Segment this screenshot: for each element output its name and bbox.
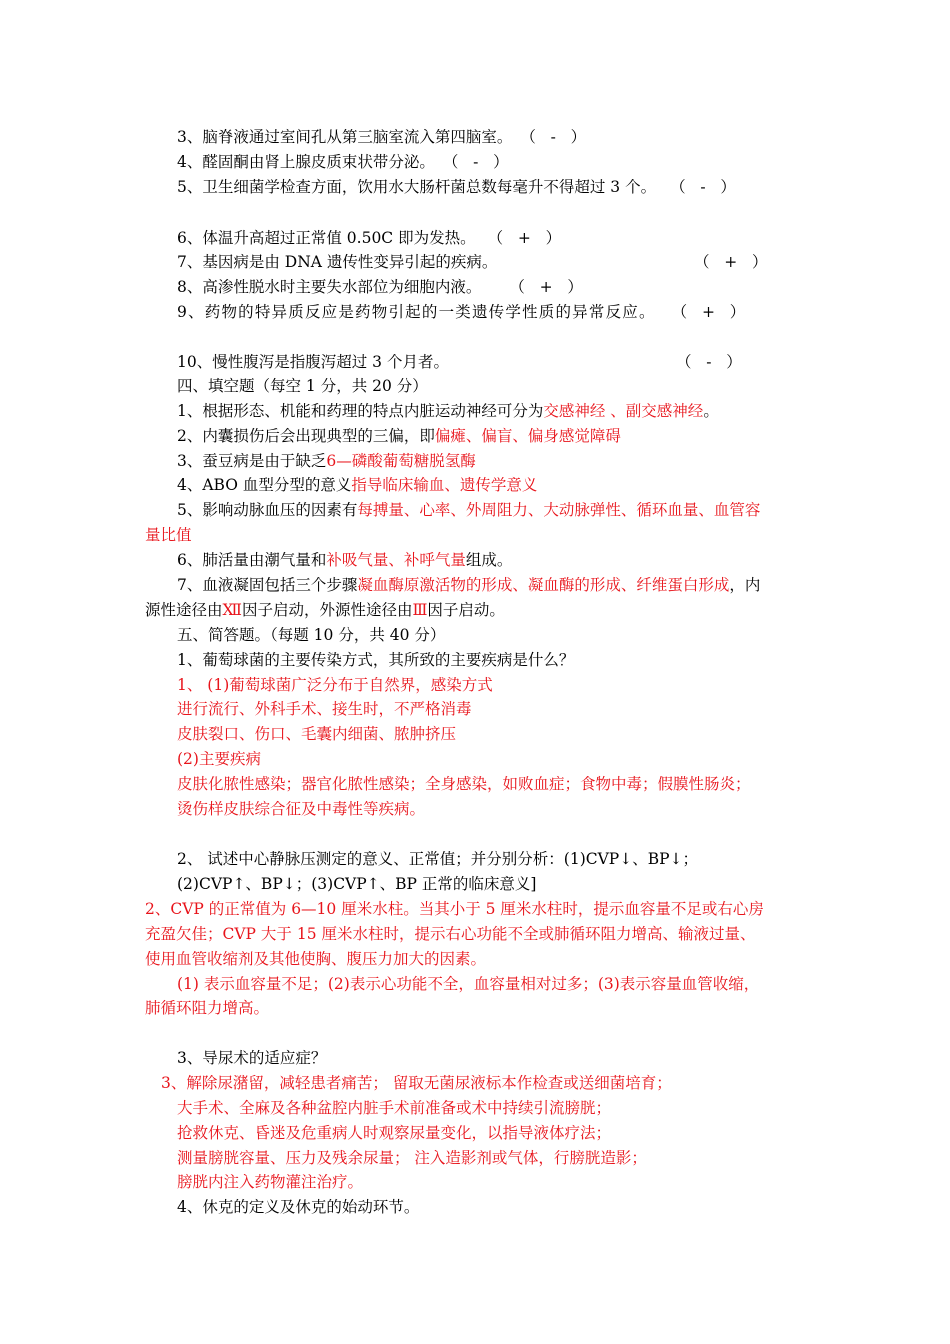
judgement-mark: （ - ） <box>676 353 742 371</box>
judgement-item: 10、慢性腹泻是指腹泻超过 3 个月者。 <box>177 353 449 371</box>
fill-question: 5、影响动脉血压的因素有每搏量、心率、外周阻力、大动脉弹性、循环血量、血管容 <box>177 501 761 519</box>
short-question: 3、导尿术的适应症？ <box>177 1049 327 1067</box>
short-answer-line: 使用血管收缩剂及其他使胸、腹压力加大的因素。 <box>145 950 487 968</box>
short-answer-line: (1) 表示血容量不足；(2)表示心功能不全，血容量相对过多；(3)表示容量血管收缩， <box>177 975 760 993</box>
short-answer-line: 皮肤化脓性感染；器官化脓性感染；全身感染，如败血症；食物中毒；假膜性肠炎； <box>177 775 751 793</box>
short-question-continued: (2)CVP↑、BP↓；(3)CVP↑、BP 正常的临床意义] <box>177 875 537 893</box>
short-answer-line: 大手术、全麻及各种盆腔内脏手术前准备或术中持续引流膀胱； <box>177 1099 612 1117</box>
short-answer-line: 2、CVP 的正常值为 6—10 厘米水柱。当其小于 5 厘米水柱时，提示血容量不足或右心房 <box>145 900 764 918</box>
short-question: 4、休克的定义及休克的始动环节。 <box>177 1198 420 1216</box>
fill-question: 3、蚕豆病是由于缺乏6—磷酸葡萄糖脱氢酶 <box>177 452 476 470</box>
short-question: 1、葡萄球菌的主要传染方式，其所致的主要疾病是什么？ <box>177 651 575 669</box>
judgement-item: 6、体温升高超过正常值 0.50C 即为发热。 （ + ） <box>177 229 562 247</box>
short-answer-line: 抢救休克、昏迷及危重病人时观察尿量变化，以指导液体疗法； <box>177 1124 612 1142</box>
judgement-item: 3、脑脊液通过室间孔从第三脑室流入第四脑室。 （ - ） <box>177 128 587 146</box>
fill-question-continued: 源性途径由Ⅻ因子启动，外源性途径由Ⅲ因子启动。 <box>145 601 505 619</box>
short-answer-line: 测量膀胱容量、压力及残余尿量； 注入造影剂或气体，行膀胱造影； <box>177 1149 647 1167</box>
short-answer-line: 进行流行、外科手术、接生时，不严格消毒 <box>177 700 472 718</box>
fill-answer-continued: 量比值 <box>145 526 192 544</box>
judgement-mark: （ + ） <box>694 253 768 271</box>
judgement-item: 5、卫生细菌学检查方面，饮用水大肠杆菌总数每毫升不得超过 3 个。 （ - ） <box>177 178 736 196</box>
section-heading-short: 五、简答题。（每题 10 分，共 40 分） <box>177 626 446 644</box>
judgement-item: 9、药物的特异质反应是药物引起的一类遗传学性质的异常反应。 （ + ） <box>177 303 746 321</box>
fill-question: 1、根据形态、机能和药理的特点内脏运动神经可分为交感神经 、副交感神经。 <box>177 402 719 420</box>
fill-question: 6、肺活量由潮气量和补吸气量、补呼气量组成。 <box>177 551 513 569</box>
judgement-item: 7、基因病是由 DNA 遗传性变异引起的疾病。 <box>177 253 498 271</box>
section-heading-fill: 四、填空题（每空 1 分，共 20 分） <box>177 377 428 395</box>
fill-question: 4、ABO 血型分型的意义指导临床输血、遗传学意义 <box>177 476 538 494</box>
fill-question: 2、内囊损伤后会出现典型的三偏，即偏瘫、偏盲、偏身感觉障碍 <box>177 427 621 445</box>
short-question: 2、 试述中心静脉压测定的意义、正常值；并分别分析：(1)CVP↓、BP↓； <box>177 850 699 868</box>
short-answer-line: 肺循环阻力增高。 <box>145 999 270 1017</box>
short-answer-line: 1、 (1)葡萄球菌广泛分布于自然界，感染方式 <box>177 676 493 694</box>
short-answer-line: 膀胱内注入药物灌注治疗。 <box>177 1173 364 1191</box>
short-answer-line: 3、解除尿潴留，减轻患者痛苦； 留取无菌尿液标本作检查或送细菌培育； <box>161 1074 672 1092</box>
short-answer-line: 皮肤裂口、伤口、毛囊内细菌、脓肿挤压 <box>177 725 457 743</box>
judgement-item: 8、高渗性脱水时主要失水部位为细胞内液。 （ + ） <box>177 278 583 296</box>
fill-question: 7、血液凝固包括三个步骤凝血酶原激活物的形成、凝血酶的形成、纤维蛋白形成，内 <box>177 576 761 594</box>
short-answer-line: 充盈欠佳；CVP 大于 15 厘米水柱时，提示右心功能不全或肺循环阻力增高、输液过量、 <box>145 925 756 943</box>
judgement-item: 4、醛固酮由肾上腺皮质束状带分泌。 （ - ） <box>177 153 509 171</box>
short-answer-line: (2)主要疾病 <box>177 750 261 768</box>
short-answer-line: 烫伤样皮肤综合征及中毒性等疾病。 <box>177 800 426 818</box>
